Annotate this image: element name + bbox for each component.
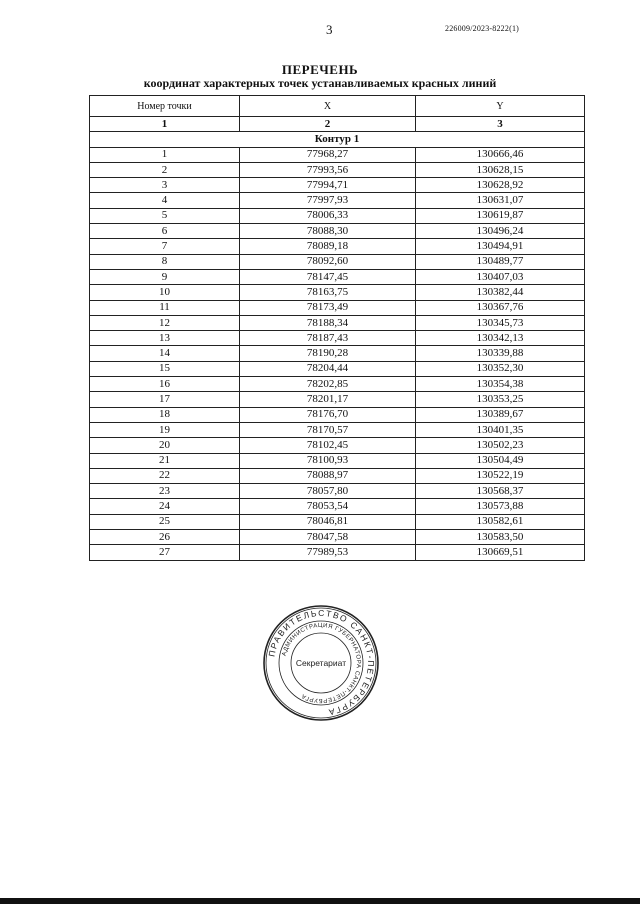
document-title: ПЕРЕЧЕНЬ bbox=[281, 62, 359, 77]
table-row bbox=[90, 269, 585, 284]
table-row bbox=[90, 392, 585, 407]
table-row bbox=[90, 162, 585, 177]
x-coordinate-cell: 78006,33 bbox=[240, 208, 416, 223]
table-row bbox=[90, 208, 585, 223]
y-coordinate-cell: 130504,49 bbox=[416, 453, 585, 468]
column-number: 2 bbox=[240, 117, 416, 132]
table-row bbox=[90, 545, 585, 560]
table-row bbox=[90, 254, 585, 269]
point-number-cell: 11 bbox=[90, 300, 240, 315]
point-number-cell: 3 bbox=[90, 178, 240, 193]
table-row bbox=[90, 239, 585, 254]
point-number-cell: 8 bbox=[90, 254, 240, 269]
x-coordinate-cell: 78201,17 bbox=[240, 392, 416, 407]
point-number-cell: 19 bbox=[90, 422, 240, 437]
svg-text:Секретариат: Секретариат bbox=[295, 658, 347, 668]
y-coordinate-cell: 130367,76 bbox=[416, 300, 585, 315]
table-row bbox=[90, 331, 585, 346]
x-coordinate-cell: 77968,27 bbox=[240, 147, 416, 162]
point-number-cell: 23 bbox=[90, 484, 240, 499]
y-coordinate-cell: 130494,91 bbox=[416, 239, 585, 254]
table-row bbox=[90, 453, 585, 468]
table-row bbox=[90, 315, 585, 330]
x-coordinate-cell: 78088,30 bbox=[240, 224, 416, 239]
table-row bbox=[90, 377, 585, 392]
y-coordinate-cell: 130583,50 bbox=[416, 530, 585, 545]
table-row bbox=[90, 530, 585, 545]
page-number: 3 bbox=[326, 22, 333, 37]
x-coordinate-cell: 78053,54 bbox=[240, 499, 416, 514]
y-coordinate-cell: 130568,37 bbox=[416, 484, 585, 499]
x-coordinate-cell: 78046,81 bbox=[240, 514, 416, 529]
x-coordinate-cell: 78204,44 bbox=[240, 361, 416, 376]
point-number-cell: 27 bbox=[90, 545, 240, 560]
y-coordinate-cell: 130582,61 bbox=[416, 514, 585, 529]
document-id: 226009/2023-8222(1) bbox=[445, 24, 520, 33]
table-row bbox=[90, 514, 585, 529]
svg-text:ПРАВИТЕЛЬСТВО САНКТ-ПЕТЕРБУРГА: ПРАВИТЕЛЬСТВО САНКТ-ПЕТЕРБУРГА bbox=[266, 607, 377, 718]
table-row bbox=[90, 178, 585, 193]
point-number-cell: 6 bbox=[90, 224, 240, 239]
coordinates-table bbox=[89, 95, 585, 561]
y-coordinate-cell: 130345,73 bbox=[416, 315, 585, 330]
y-coordinate-cell: 130628,92 bbox=[416, 178, 585, 193]
y-coordinate-cell: 130628,15 bbox=[416, 162, 585, 177]
y-coordinate-cell: 130339,88 bbox=[416, 346, 585, 361]
y-coordinate-cell: 130353,25 bbox=[416, 392, 585, 407]
table-row bbox=[90, 438, 585, 453]
point-number-cell: 13 bbox=[90, 331, 240, 346]
x-coordinate-cell: 78100,93 bbox=[240, 453, 416, 468]
point-number-cell: 16 bbox=[90, 377, 240, 392]
table-row bbox=[90, 407, 585, 422]
point-number-cell: 1 bbox=[90, 147, 240, 162]
x-coordinate-cell: 78176,70 bbox=[240, 407, 416, 422]
y-coordinate-cell: 130573,88 bbox=[416, 499, 585, 514]
point-number-cell: 9 bbox=[90, 269, 240, 284]
y-coordinate-cell: 130489,77 bbox=[416, 254, 585, 269]
y-coordinate-cell: 130401,35 bbox=[416, 422, 585, 437]
point-number-cell: 24 bbox=[90, 499, 240, 514]
point-number-cell: 12 bbox=[90, 315, 240, 330]
table-row bbox=[90, 422, 585, 437]
contour-row bbox=[90, 132, 585, 147]
secretariat-stamp bbox=[262, 604, 380, 722]
y-coordinate-cell: 130619,87 bbox=[416, 208, 585, 223]
x-coordinate-cell: 78089,18 bbox=[240, 239, 416, 254]
x-coordinate-cell: 78047,58 bbox=[240, 530, 416, 545]
table-row bbox=[90, 346, 585, 361]
x-coordinate-cell: 78187,43 bbox=[240, 331, 416, 346]
point-number-cell: 21 bbox=[90, 453, 240, 468]
y-coordinate-cell: 130342,13 bbox=[416, 331, 585, 346]
x-coordinate-cell: 78190,28 bbox=[240, 346, 416, 361]
y-coordinate-cell: 130352,30 bbox=[416, 361, 585, 376]
y-coordinate-cell: 130522,19 bbox=[416, 468, 585, 483]
table-row bbox=[90, 484, 585, 499]
y-coordinate-cell: 130502,23 bbox=[416, 438, 585, 453]
x-coordinate-cell: 78102,45 bbox=[240, 438, 416, 453]
point-number-cell: 14 bbox=[90, 346, 240, 361]
table-row bbox=[90, 361, 585, 376]
x-coordinate-cell: 78202,85 bbox=[240, 377, 416, 392]
point-number-cell: 25 bbox=[90, 514, 240, 529]
svg-text:АДМИНИСТРАЦИЯ ГУБЕРНАТОРА САНК: АДМИНИСТРАЦИЯ ГУБЕРНАТОРА САНКТ-ПЕТЕРБУРГА bbox=[281, 622, 362, 704]
x-coordinate-cell: 77989,53 bbox=[240, 545, 416, 560]
point-number-cell: 4 bbox=[90, 193, 240, 208]
column-number-row bbox=[90, 117, 585, 132]
document-subtitle: координат характерных точек устанавливаемых красных линий bbox=[143, 76, 497, 90]
x-coordinate-cell: 78088,97 bbox=[240, 468, 416, 483]
y-coordinate-cell: 130407,03 bbox=[416, 269, 585, 284]
point-number-cell: 10 bbox=[90, 285, 240, 300]
x-coordinate-cell: 77994,71 bbox=[240, 178, 416, 193]
point-number-cell: 17 bbox=[90, 392, 240, 407]
table-row bbox=[90, 193, 585, 208]
y-coordinate-cell: 130631,07 bbox=[416, 193, 585, 208]
y-coordinate-cell: 130496,24 bbox=[416, 224, 585, 239]
x-coordinate-cell: 78057,80 bbox=[240, 484, 416, 499]
x-coordinate-cell: 78163,75 bbox=[240, 285, 416, 300]
point-number-cell: 18 bbox=[90, 407, 240, 422]
point-number-cell: 22 bbox=[90, 468, 240, 483]
table-row bbox=[90, 224, 585, 239]
point-number-cell: 15 bbox=[90, 361, 240, 376]
table-row bbox=[90, 300, 585, 315]
y-coordinate-cell: 130666,46 bbox=[416, 147, 585, 162]
point-number-cell: 7 bbox=[90, 239, 240, 254]
table-row bbox=[90, 468, 585, 483]
point-number-cell: 5 bbox=[90, 208, 240, 223]
point-number-cell: 2 bbox=[90, 162, 240, 177]
table-header-row bbox=[90, 96, 585, 117]
y-coordinate-cell: 130382,44 bbox=[416, 285, 585, 300]
x-coordinate-cell: 78173,49 bbox=[240, 300, 416, 315]
y-coordinate-cell: 130389,67 bbox=[416, 407, 585, 422]
x-coordinate-cell: 78188,34 bbox=[240, 315, 416, 330]
point-number-cell: 20 bbox=[90, 438, 240, 453]
x-coordinate-cell: 78170,57 bbox=[240, 422, 416, 437]
column-number: 3 bbox=[416, 117, 585, 132]
bottom-edge-bar bbox=[0, 898, 640, 904]
y-coordinate-cell: 130669,51 bbox=[416, 545, 585, 560]
table-row bbox=[90, 147, 585, 162]
column-number: 1 bbox=[90, 117, 240, 132]
x-coordinate-cell: 77997,93 bbox=[240, 193, 416, 208]
table-row bbox=[90, 499, 585, 514]
point-number-cell: 26 bbox=[90, 530, 240, 545]
y-coordinate-cell: 130354,38 bbox=[416, 377, 585, 392]
header-y: Y bbox=[416, 96, 585, 117]
table-row bbox=[90, 285, 585, 300]
header-point-number: Номер точки bbox=[90, 96, 240, 117]
x-coordinate-cell: 78147,45 bbox=[240, 269, 416, 284]
header-x: X bbox=[240, 96, 416, 117]
x-coordinate-cell: 77993,56 bbox=[240, 162, 416, 177]
x-coordinate-cell: 78092,60 bbox=[240, 254, 416, 269]
contour-label: Контур 1 bbox=[90, 132, 585, 147]
